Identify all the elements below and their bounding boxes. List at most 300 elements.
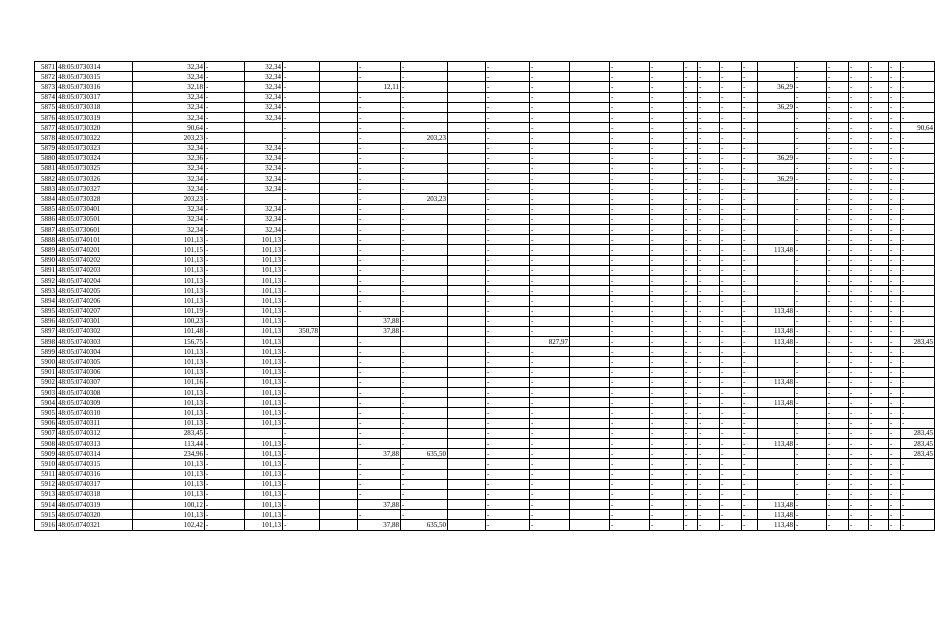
value-cell: -: [530, 225, 570, 235]
value-cell: -: [795, 153, 827, 163]
table-row: [35, 500, 935, 510]
value-cell: -: [849, 408, 869, 418]
value-cell: -: [684, 326, 698, 336]
value-cell: -: [698, 398, 720, 408]
value-cell: 37,88: [358, 520, 401, 530]
value-cell: -: [827, 479, 849, 489]
value-cell: -: [827, 184, 849, 194]
cadastral-number-cell: 48:05:0740318: [57, 489, 133, 499]
value-cell: -: [901, 214, 935, 224]
value-cell: 101,13: [133, 408, 205, 418]
value-cell: 12,11: [358, 82, 401, 92]
value-cell: -: [684, 102, 698, 112]
value-cell: [448, 357, 486, 367]
value-cell: [758, 235, 795, 245]
value-cell: -: [827, 143, 849, 153]
value-cell: -: [742, 123, 758, 133]
value-cell: -: [610, 418, 650, 428]
value-cell: -: [684, 357, 698, 367]
value-cell: -: [698, 316, 720, 326]
value-cell: -: [698, 235, 720, 245]
value-cell: -: [401, 235, 448, 245]
value-cell: [320, 163, 358, 173]
value-cell: -: [698, 174, 720, 184]
value-cell: -: [486, 194, 530, 204]
value-cell: -: [610, 92, 650, 102]
value-cell: [448, 438, 486, 448]
value-cell: -: [889, 174, 901, 184]
value-cell: -: [742, 143, 758, 153]
value-cell: -: [684, 489, 698, 499]
value-cell: 101,13: [245, 377, 283, 387]
value-cell: [758, 123, 795, 133]
value-cell: -: [869, 316, 889, 326]
value-cell: -: [650, 143, 684, 153]
value-cell: [570, 194, 610, 204]
cadastral-number-cell: 48:05:0730319: [57, 112, 133, 122]
value-cell: -: [889, 255, 901, 265]
row-number-cell: 5894: [35, 296, 57, 306]
value-cell: -: [869, 398, 889, 408]
value-cell: -: [684, 418, 698, 428]
value-cell: -: [486, 82, 530, 92]
value-cell: [570, 377, 610, 387]
value-cell: -: [742, 510, 758, 520]
value-cell: -: [684, 449, 698, 459]
value-cell: [570, 418, 610, 428]
value-cell: -: [901, 377, 935, 387]
value-cell: -: [889, 214, 901, 224]
value-cell: -: [742, 326, 758, 336]
value-cell: -: [684, 72, 698, 82]
value-cell: -: [205, 265, 245, 275]
value-cell: -: [849, 489, 869, 499]
value-cell: -: [684, 347, 698, 357]
value-cell: -: [901, 510, 935, 520]
value-cell: -: [795, 286, 827, 296]
value-cell: 101,19: [133, 306, 205, 316]
value-cell: -: [486, 204, 530, 214]
value-cell: -: [889, 102, 901, 112]
value-cell: -: [486, 286, 530, 296]
cadastral-number-cell: 48:05:0740314: [57, 449, 133, 459]
value-cell: [570, 82, 610, 92]
value-cell: 101,13: [245, 286, 283, 296]
cadastral-number-cell: 48:05:0740101: [57, 235, 133, 245]
value-cell: -: [530, 520, 570, 530]
value-cell: -: [650, 153, 684, 163]
value-cell: 101,13: [245, 438, 283, 448]
value-cell: 283,45: [133, 428, 205, 438]
value-cell: 101,13: [133, 489, 205, 499]
table-row: [35, 489, 935, 499]
value-cell: -: [827, 316, 849, 326]
value-cell: -: [698, 377, 720, 387]
value-cell: -: [869, 214, 889, 224]
value-cell: -: [795, 72, 827, 82]
value-cell: -: [650, 469, 684, 479]
value-cell: -: [849, 418, 869, 428]
value-cell: -: [650, 479, 684, 489]
value-cell: [448, 102, 486, 112]
value-cell: [448, 72, 486, 82]
value-cell: 37,88: [358, 326, 401, 336]
value-cell: [448, 316, 486, 326]
table-row: [35, 204, 935, 214]
value-cell: -: [401, 174, 448, 184]
value-cell: -: [901, 225, 935, 235]
value-cell: -: [720, 520, 742, 530]
value-cell: -: [742, 62, 758, 72]
value-cell: -: [901, 500, 935, 510]
value-cell: -: [889, 367, 901, 377]
value-cell: -: [849, 194, 869, 204]
cadastral-number-cell: 48:05:0740206: [57, 296, 133, 306]
value-cell: -: [849, 255, 869, 265]
value-cell: 635,50: [401, 449, 448, 459]
value-cell: -: [869, 377, 889, 387]
value-cell: -: [650, 265, 684, 275]
value-cell: -: [901, 367, 935, 377]
value-cell: 283,45: [901, 337, 935, 347]
value-cell: -: [720, 500, 742, 510]
value-cell: -: [205, 245, 245, 255]
value-cell: -: [650, 194, 684, 204]
value-cell: [758, 408, 795, 418]
value-cell: -: [889, 204, 901, 214]
value-cell: -: [849, 306, 869, 316]
value-cell: -: [795, 337, 827, 347]
value-cell: -: [684, 214, 698, 224]
value-cell: -: [684, 388, 698, 398]
value-cell: -: [610, 245, 650, 255]
value-cell: -: [358, 286, 401, 296]
value-cell: -: [486, 174, 530, 184]
value-cell: -: [283, 377, 320, 387]
value-cell: [320, 469, 358, 479]
value-cell: -: [684, 510, 698, 520]
table-row: [35, 337, 935, 347]
value-cell: 101,13: [245, 367, 283, 377]
value-cell: -: [358, 92, 401, 102]
table-body: [35, 62, 935, 531]
value-cell: -: [827, 153, 849, 163]
value-cell: -: [849, 510, 869, 520]
value-cell: -: [698, 489, 720, 499]
value-cell: -: [869, 388, 889, 398]
value-cell: [570, 72, 610, 82]
value-cell: -: [401, 275, 448, 285]
value-cell: -: [684, 62, 698, 72]
value-cell: -: [283, 418, 320, 428]
value-cell: -: [205, 337, 245, 347]
value-cell: [570, 357, 610, 367]
value-cell: -: [827, 337, 849, 347]
row-number-cell: 5910: [35, 459, 57, 469]
value-cell: -: [889, 72, 901, 82]
value-cell: -: [486, 398, 530, 408]
value-cell: -: [283, 225, 320, 235]
value-cell: -: [827, 449, 849, 459]
value-cell: 101,13: [133, 469, 205, 479]
value-cell: -: [795, 163, 827, 173]
value-cell: -: [401, 102, 448, 112]
value-cell: 32,34: [133, 62, 205, 72]
value-cell: -: [205, 449, 245, 459]
value-cell: 283,45: [901, 449, 935, 459]
row-number-cell: 5896: [35, 316, 57, 326]
value-cell: [401, 337, 448, 347]
row-number-cell: 5892: [35, 275, 57, 285]
value-cell: -: [742, 337, 758, 347]
value-cell: -: [530, 500, 570, 510]
value-cell: -: [849, 184, 869, 194]
value-cell: -: [650, 316, 684, 326]
value-cell: [570, 459, 610, 469]
row-number-cell: 5902: [35, 377, 57, 387]
value-cell: -: [849, 133, 869, 143]
value-cell: [320, 489, 358, 499]
cadastral-number-cell: 48:05:0740301: [57, 316, 133, 326]
value-cell: [448, 194, 486, 204]
value-cell: -: [795, 133, 827, 143]
value-cell: -: [530, 388, 570, 398]
value-cell: -: [530, 112, 570, 122]
cadastral-number-cell: 48:05:0730601: [57, 225, 133, 235]
value-cell: -: [720, 275, 742, 285]
value-cell: [448, 163, 486, 173]
value-cell: -: [205, 62, 245, 72]
value-cell: -: [869, 510, 889, 520]
value-cell: -: [401, 255, 448, 265]
value-cell: -: [530, 347, 570, 357]
value-cell: [758, 286, 795, 296]
value-cell: -: [650, 112, 684, 122]
value-cell: 32,34: [133, 163, 205, 173]
value-cell: -: [610, 347, 650, 357]
value-cell: -: [720, 489, 742, 499]
value-cell: -: [795, 469, 827, 479]
value-cell: 101,13: [133, 398, 205, 408]
value-cell: -: [795, 275, 827, 285]
value-cell: [758, 92, 795, 102]
value-cell: -: [795, 500, 827, 510]
value-cell: -: [684, 82, 698, 92]
value-cell: 101,13: [245, 306, 283, 316]
value-cell: -: [849, 102, 869, 112]
value-cell: -: [401, 204, 448, 214]
value-cell: 101,13: [245, 265, 283, 275]
value-cell: [758, 275, 795, 285]
value-cell: -: [283, 428, 320, 438]
value-cell: -: [889, 377, 901, 387]
value-cell: -: [720, 418, 742, 428]
value-cell: -: [869, 357, 889, 367]
value-cell: -: [795, 102, 827, 112]
value-cell: -: [650, 428, 684, 438]
value-cell: -: [610, 194, 650, 204]
value-cell: -: [530, 469, 570, 479]
table-row: [35, 469, 935, 479]
value-cell: [320, 143, 358, 153]
value-cell: -: [684, 92, 698, 102]
value-cell: -: [205, 204, 245, 214]
value-cell: [448, 337, 486, 347]
value-cell: 283,45: [901, 438, 935, 448]
value-cell: -: [650, 367, 684, 377]
value-cell: [758, 347, 795, 357]
value-cell: -: [283, 82, 320, 92]
value-cell: [448, 408, 486, 418]
table-row: [35, 398, 935, 408]
value-cell: -: [205, 428, 245, 438]
value-cell: 101,13: [245, 510, 283, 520]
value-cell: -: [889, 479, 901, 489]
value-cell: [448, 510, 486, 520]
value-cell: -: [401, 286, 448, 296]
value-cell: -: [610, 377, 650, 387]
value-cell: -: [827, 133, 849, 143]
value-cell: -: [901, 326, 935, 336]
value-cell: -: [530, 72, 570, 82]
value-cell: -: [486, 316, 530, 326]
value-cell: [448, 174, 486, 184]
value-cell: -: [869, 194, 889, 204]
value-cell: -: [742, 163, 758, 173]
value-cell: [448, 347, 486, 357]
value-cell: [320, 520, 358, 530]
value-cell: -: [283, 469, 320, 479]
value-cell: -: [720, 214, 742, 224]
value-cell: -: [486, 377, 530, 387]
value-cell: 32,34: [245, 204, 283, 214]
value-cell: -: [486, 255, 530, 265]
value-cell: [570, 438, 610, 448]
value-cell: 101,13: [245, 418, 283, 428]
value-cell: -: [827, 72, 849, 82]
value-cell: -: [530, 357, 570, 367]
value-cell: 32,34: [133, 143, 205, 153]
value-cell: -: [698, 112, 720, 122]
cadastral-number-cell: 48:05:0740302: [57, 326, 133, 336]
value-cell: -: [742, 306, 758, 316]
value-cell: -: [889, 418, 901, 428]
table-row: [35, 72, 935, 82]
row-number-cell: 5881: [35, 163, 57, 173]
value-cell: -: [401, 388, 448, 398]
value-cell: -: [486, 296, 530, 306]
value-cell: -: [401, 347, 448, 357]
value-cell: -: [869, 163, 889, 173]
value-cell: -: [795, 388, 827, 398]
value-cell: -: [742, 367, 758, 377]
value-cell: -: [530, 377, 570, 387]
value-cell: -: [901, 347, 935, 357]
value-cell: -: [795, 225, 827, 235]
value-cell: 101,13: [133, 459, 205, 469]
cadastral-number-cell: 48:05:0730322: [57, 133, 133, 143]
value-cell: -: [684, 204, 698, 214]
value-cell: -: [486, 520, 530, 530]
value-cell: -: [889, 62, 901, 72]
value-cell: 32,34: [245, 153, 283, 163]
value-cell: [570, 286, 610, 296]
row-number-cell: 5882: [35, 174, 57, 184]
value-cell: -: [827, 428, 849, 438]
value-cell: -: [795, 428, 827, 438]
value-cell: [320, 418, 358, 428]
value-cell: -: [486, 92, 530, 102]
value-cell: [448, 225, 486, 235]
value-cell: -: [684, 245, 698, 255]
value-cell: 101,13: [245, 520, 283, 530]
value-cell: -: [610, 153, 650, 163]
value-cell: -: [698, 163, 720, 173]
value-cell: -: [849, 500, 869, 510]
row-number-cell: 5913: [35, 489, 57, 499]
value-cell: 283,45: [901, 428, 935, 438]
value-cell: -: [684, 367, 698, 377]
value-cell: -: [530, 255, 570, 265]
value-cell: 113,48: [758, 245, 795, 255]
value-cell: [320, 82, 358, 92]
cadastral-number-cell: 48:05:0740304: [57, 347, 133, 357]
value-cell: -: [401, 510, 448, 520]
value-cell: -: [795, 377, 827, 387]
value-cell: -: [869, 255, 889, 265]
value-cell: 203,23: [133, 194, 205, 204]
value-cell: -: [720, 357, 742, 367]
value-cell: -: [401, 428, 448, 438]
value-cell: -: [358, 459, 401, 469]
value-cell: -: [827, 112, 849, 122]
value-cell: [320, 265, 358, 275]
value-cell: -: [901, 245, 935, 255]
value-cell: -: [827, 163, 849, 173]
cadastral-number-cell: 48:05:0730315: [57, 72, 133, 82]
value-cell: -: [827, 377, 849, 387]
value-cell: -: [698, 82, 720, 92]
value-cell: 36,29: [758, 153, 795, 163]
value-cell: -: [720, 265, 742, 275]
value-cell: -: [610, 133, 650, 143]
value-cell: [758, 62, 795, 72]
value-cell: -: [698, 438, 720, 448]
value-cell: -: [827, 194, 849, 204]
value-cell: -: [486, 102, 530, 112]
value-cell: [570, 367, 610, 377]
value-cell: -: [650, 326, 684, 336]
value-cell: 101,13: [245, 337, 283, 347]
value-cell: -: [869, 408, 889, 418]
value-cell: -: [650, 449, 684, 459]
value-cell: -: [901, 479, 935, 489]
value-cell: -: [742, 449, 758, 459]
value-cell: -: [849, 153, 869, 163]
value-cell: -: [889, 225, 901, 235]
value-cell: [448, 286, 486, 296]
value-cell: -: [901, 418, 935, 428]
value-cell: -: [650, 235, 684, 245]
table-row: [35, 225, 935, 235]
value-cell: -: [742, 225, 758, 235]
value-cell: -: [901, 194, 935, 204]
value-cell: -: [358, 184, 401, 194]
value-cell: [758, 163, 795, 173]
value-cell: -: [720, 337, 742, 347]
value-cell: -: [650, 347, 684, 357]
value-cell: -: [283, 286, 320, 296]
